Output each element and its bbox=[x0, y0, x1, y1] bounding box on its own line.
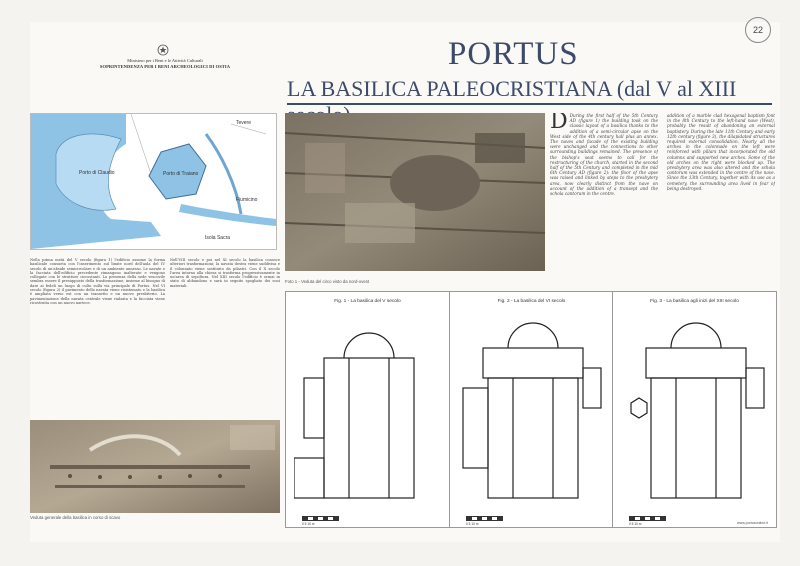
page-number: 22 bbox=[745, 17, 771, 43]
english-text-column-1 bbox=[550, 113, 658, 283]
plan-title-2: Fig. 2 - La basilica del VI secolo bbox=[497, 299, 566, 304]
map-label-fiumicino: Fiumicino bbox=[236, 197, 258, 203]
page-title: PORTUS bbox=[448, 36, 579, 72]
english-text-body-1: During the first half of the 5th Century AD (figure 1) the building took on the classic layout of a basilica thanks to the addition of a semi-circular apse on the West side of the 4th century hall plus an annex. The naves and facade of the existing building were unchanged and the connections to other surrounding buildings remained. The presence of the bishop's seat seems to call for the restructuring of the church, started in the second half of the 5th Century and completed in the mid 6th Century AD (figure 2): the floor of the apse was raised and linked by steps to the presbytery area, now clearly distinct from the nave on account of the addition of a transept and the schola cantorum in the centre. bbox=[550, 113, 658, 197]
scale-text-1: 0 5 10 m bbox=[302, 522, 315, 526]
map-label-porto-traiano: Porto di Traiano bbox=[163, 171, 199, 177]
scale-text-3: 0 5 10 m bbox=[629, 522, 642, 526]
scale-bar-2 bbox=[466, 516, 503, 521]
scale-bar-3 bbox=[629, 516, 666, 521]
map-label-porto-claudio: Porto di Claudio bbox=[79, 170, 115, 176]
english-text-column-2: addition of a marble clad hexagonal baptism font in the 8th Century to the left-hand nave (West), probably the result of abandoning an external baptistery. During the late 11th Century and early 12th century (figure 3), the dilapidated structures required external consolidation. Nearly all the arches in the colonnade on the left were reinforced with pillars that incorporated the old columns and supported new arches. Some of the old arches on the right were blocked up. The presbytery area was also altered and the schola cantorum was extended in the centre of the nave. Since the 13th Century, together with its use as a cemetery, the surrounding area lived in fear of being destroyed. bbox=[667, 113, 775, 191]
caption-overview-photo: Veduta generale della basilica in corso di scavo bbox=[30, 515, 121, 520]
plan-drawing-3 bbox=[621, 308, 768, 508]
ministry-name: Ministero per i Beni e le Attività Culturali bbox=[127, 58, 203, 63]
plan-fig-3 bbox=[612, 292, 776, 527]
floor-plans-panel bbox=[285, 291, 777, 528]
plan-title-1: Fig. 1 - La basilica del V secolo bbox=[334, 299, 401, 304]
harbour-map bbox=[30, 113, 277, 250]
page-subtitle: LA BASILICA PALEOCRISTIANA (dal V al XIII bbox=[287, 76, 737, 101]
ministry-block bbox=[95, 58, 235, 69]
scale-text-2: 0 5 10 m bbox=[466, 522, 479, 526]
english-text bbox=[550, 113, 775, 283]
plan-drawing-1 bbox=[294, 308, 441, 508]
plan-drawing-2 bbox=[458, 308, 605, 508]
italian-text-column-1: Nella prima metà del V secolo (figura 1) l'edificio assume la forma basilicale consueta con l'inserimento sul limite nord dell'aula del IV secolo di un'abside semicircolare e di un ambiente annesso. Le navate e la facciata dell'edificio precedente rimangono inalterate e vengono collegate con le strutture circostanti. La presenza della sede vescovile sembra essere il presupposto della trasformazione, insieme al bisogno di dare ai fedeli un luogo di culto sulla via principale di Portus. Nel VI secolo (figura 2) il pavimento della navata viene risistemato e la basilica è ampliata verso est con un transetto e un nuovo presbiterio. La pavimentazione della navata centrale viene rialzata e la facciata viene ricostruita con un nuovo nartece. bbox=[30, 258, 165, 305]
plan-title-3: Fig. 3 - La basilica agli inizi del XIII secolo bbox=[650, 299, 739, 304]
map-label-tevere: Tevere bbox=[236, 120, 252, 126]
plan-fig-2 bbox=[449, 292, 613, 527]
excavation-photo-overview bbox=[30, 420, 280, 513]
title-divider bbox=[287, 103, 772, 105]
drop-cap: D bbox=[550, 113, 568, 134]
excavation-photo-drawing bbox=[30, 420, 280, 513]
republic-emblem-icon bbox=[157, 44, 169, 56]
map-label-isola-sacra: Isola Sacra bbox=[205, 235, 231, 241]
scale-bar-1 bbox=[302, 516, 339, 521]
italian-text-column-2: Nell'VIII secolo e poi nel XI secolo la basilica conosce ulteriori trasformazioni; la navata destra viene suddivisa e il colonnato viene sostituito da pilastri. Con il X secolo l'area intorno alla chiesa si trasforma progressivamente in un'area di sepoltura. Nel XIII secolo l'edificio è ormai in stato di abbandono e sarà in seguito spogliato dei suoi materiali. bbox=[170, 258, 280, 288]
plan-fig-1 bbox=[286, 292, 449, 527]
website-label: www.portusonline.it bbox=[737, 521, 768, 525]
aerial-photo-drawing bbox=[285, 113, 545, 271]
aerial-photo bbox=[285, 113, 545, 271]
caption-aerial-photo: Foto 1 - Veduta del circo visto da nord-ovest bbox=[285, 279, 370, 284]
harbour-map-drawing bbox=[31, 114, 276, 249]
soprintendenza-name: SOPRINTENDENZA PER I BENI ARCHEOLOGICI DI OSTIA bbox=[99, 63, 231, 69]
